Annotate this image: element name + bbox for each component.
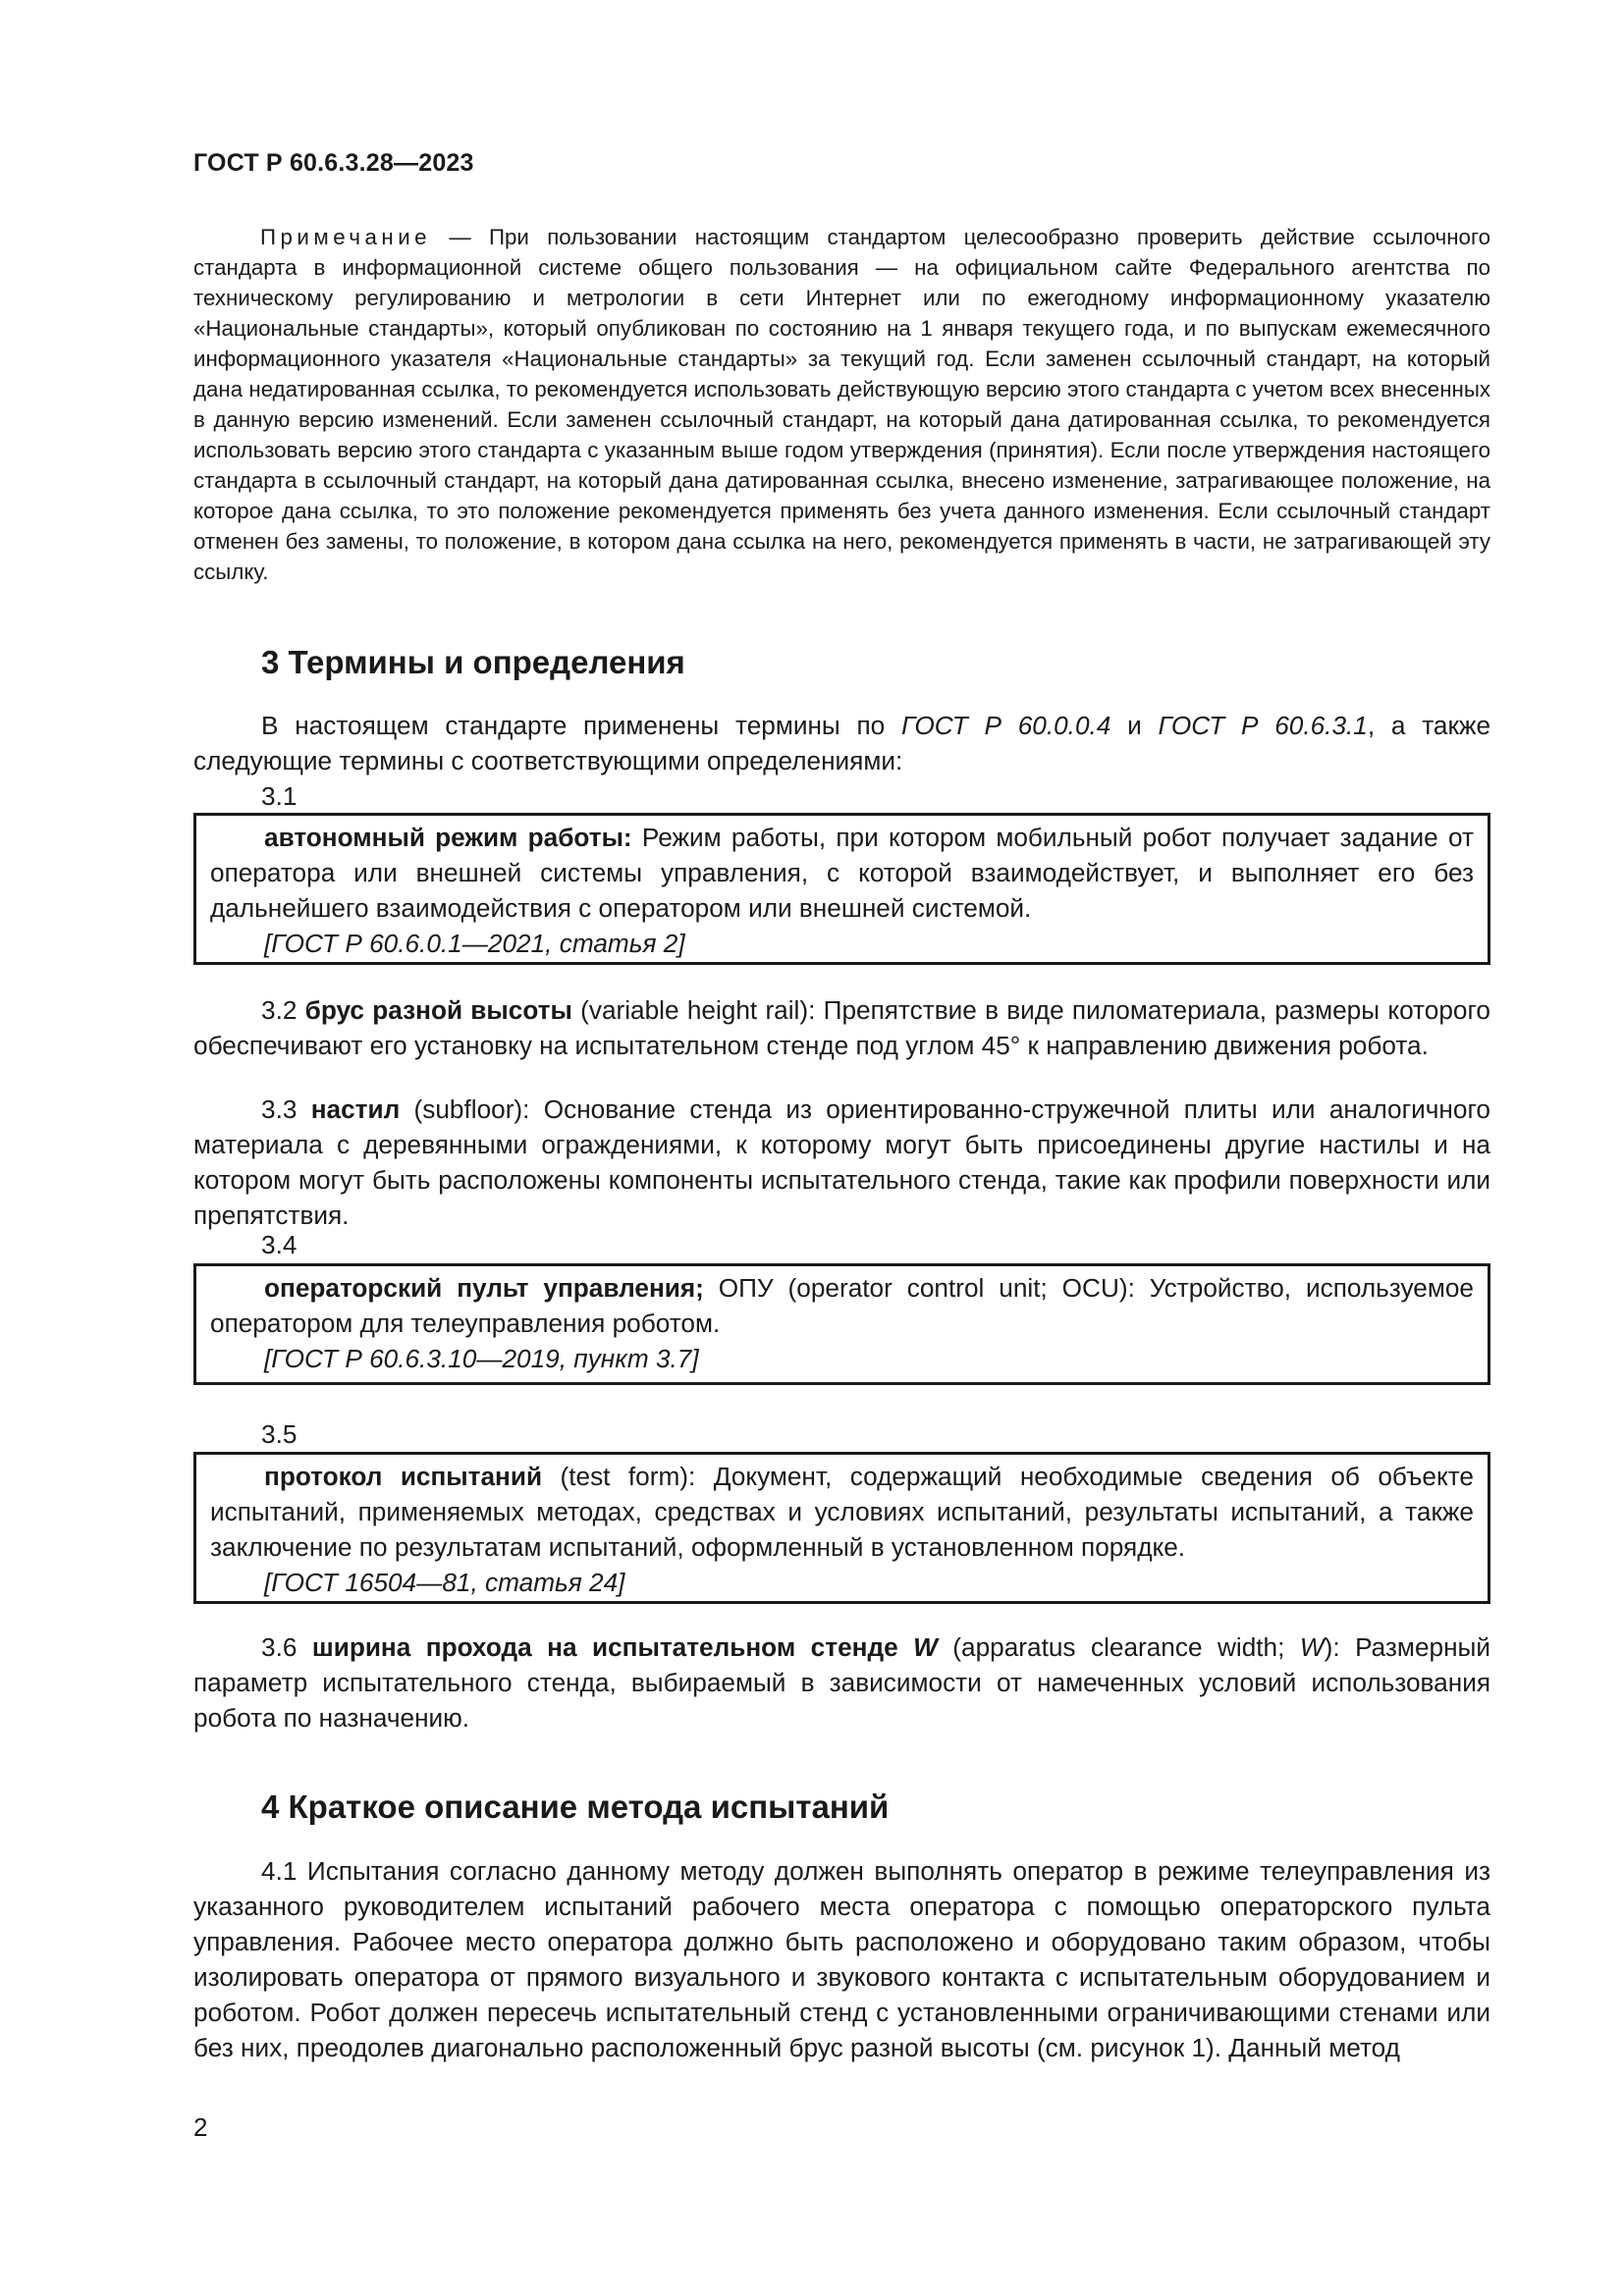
term-3-1-box [193,813,1490,965]
term-3-3 [193,1092,1490,1233]
term-3-6 [193,1629,1490,1735]
term-3-3-text: (subfloor): Основание стенда из ориентированно-стружечной плиты или аналогичного материала с деревянными ограждениями, к которому могут быть присоединены другие настилы и на котором могут быть расположены компоненты испытательного стенда, такие как профили поверхности или препятствия. [193,1095,1490,1230]
section-4-title: 4 Краткое описание метода испытаний [261,1789,890,1825]
term-3-5-number: 3.5 [261,1419,298,1449]
intro-text: и [1110,711,1159,740]
term-3-5-text: (test form): Документ, содержащий необходимые сведения об объекте испытаний, применяемых методах, средствах и условиях испытаний, результаты испытаний, а также заключение по результатам испытаний, оформленный в установленном порядке. [210,1462,1474,1562]
document-header: ГОСТ Р 60.6.3.28—2023 [193,149,474,177]
term-3-4-source: [ГОСТ Р 60.6.3.10—2019, пункт 3.7] [264,1344,699,1373]
note-text: — При пользовании настоящим стандартом целесообразно проверить действие ссылочного стандарта в информационной системе общего пользования — на официальном сайте Федерального агентства по техническому регулированию и метрологии в сети Интернет или по ежегодному информационному указателю «Национальные стандарты», который опубликован по состоянию на 1 января текущего года, и по выпускам ежемесячного информационного указателя «Национальные стандарты» за текущий год. Если заменен ссылочный стандарт, на который дана недатированная ссылка, то рекомендуется использовать действующую версию этого стандарта с учетом всех внесенных в данную версию изменений. Если заменен ссылочный стандарт, на который дана датированная ссылка, то рекомендуется использовать версию этого стандарта с указанным выше годом утверждения (принятия). Если после утверждения настоящего стандарта в ссылочный стандарт, на который дана датированная ссылка, внесено изменение, затрагивающее положение, на которое дана ссылка, то это положение рекомендуется применять без учета данного изменения. Если ссылочный стандарт отменен без замены, то положение, в котором дана ссылка на него, рекомендуется применять в части, не затрагивающей эту ссылку. [193,225,1490,584]
term-3-1-source: [ГОСТ Р 60.6.0.1—2021, статья 2] [264,929,685,958]
term-3-4-text: ОПУ (operator control unit; OCU): Устройство, используемое оператором для телеуправления роботом. [210,1273,1475,1338]
note-label: Примечание [260,225,432,249]
term-3-1-text: Режим работы, при котором мобильный робот получает задание от оператора или внешней системы управления, с которой взаимодействует, и выполняет его без дальнейшего взаимодействия с оператором или внешней системой. [210,823,1474,923]
term-3-4-box [193,1263,1490,1385]
term-3-2-text: (variable height rail): Препятствие в виде пиломатериала, размеры которого обеспечивают его установку на испытательном стенде под углом 45° к направлению движения робота. [193,995,1490,1060]
section-3-intro [193,708,1490,778]
intro-ref-1: ГОСТ Р 60.0.0.4 [900,711,1111,740]
term-3-1-definition [210,820,1474,926]
intro-text: , а также следующие термины с соответствующими определениями: [193,711,1491,775]
term-3-4-number: 3.4 [261,1230,298,1259]
term-3-2-term: брус разной высоты [304,995,572,1025]
term-3-4-definition [210,1270,1474,1341]
term-3-6-symbol: W [1299,1632,1325,1662]
term-3-6-symbol: W [913,1632,938,1662]
term-3-6-text: ): Размерный параметр испытательного стенда, выбираемый в зависимости от намеченных условий использования робота по назначению. [193,1632,1490,1733]
term-3-2-number: 3.2 [261,995,305,1025]
term-3-6-number: 3.6 [261,1632,312,1662]
term-3-6-term: ширина прохода на испытательном стенде [311,1632,914,1662]
term-3-1-number: 3.1 [261,781,298,811]
term-3-5-box [193,1452,1490,1604]
section-4-paragraph-1: 4.1 Испытания согласно данному методу должен выполнять оператор в режиме телеуправления из указанного руководителем испытаний рабочего места оператора с помощью операторского пульта управления. Рабочее место оператора должно быть расположено и оборудовано таким образом, чтобы изолировать оператора от прямого визуального и звукового контакта с испытательным оборудованием и роботом. Робот должен пересечь испытательный стенд с установленными ограничивающими стенами или без них, преодолев диагонально расположенный брус разной высоты (см. рисунок 1). Данный метод [193,1856,1490,2062]
page-number: 2 [193,2112,208,2142]
reference-note [193,222,1490,587]
term-3-5-source: [ГОСТ 16504—81, статья 24] [264,1568,625,1597]
term-3-2 [193,992,1490,1063]
term-3-4-term: операторский пульт управления; [264,1273,704,1303]
term-3-6-text: (apparatus clearance width; [937,1632,1300,1662]
section-3-title: 3 Термины и определения [261,644,685,680]
term-3-1-term: автономный режим работы: [264,823,632,852]
intro-ref-2: ГОСТ Р 60.6.3.1 [1158,711,1368,740]
term-3-3-term: настил [310,1095,401,1124]
term-3-5-term: протокол испытаний [264,1462,543,1491]
term-3-3-number: 3.3 [261,1095,311,1124]
term-3-5-definition [210,1459,1474,1565]
intro-text: В настоящем стандарте применены термины по [261,711,901,740]
